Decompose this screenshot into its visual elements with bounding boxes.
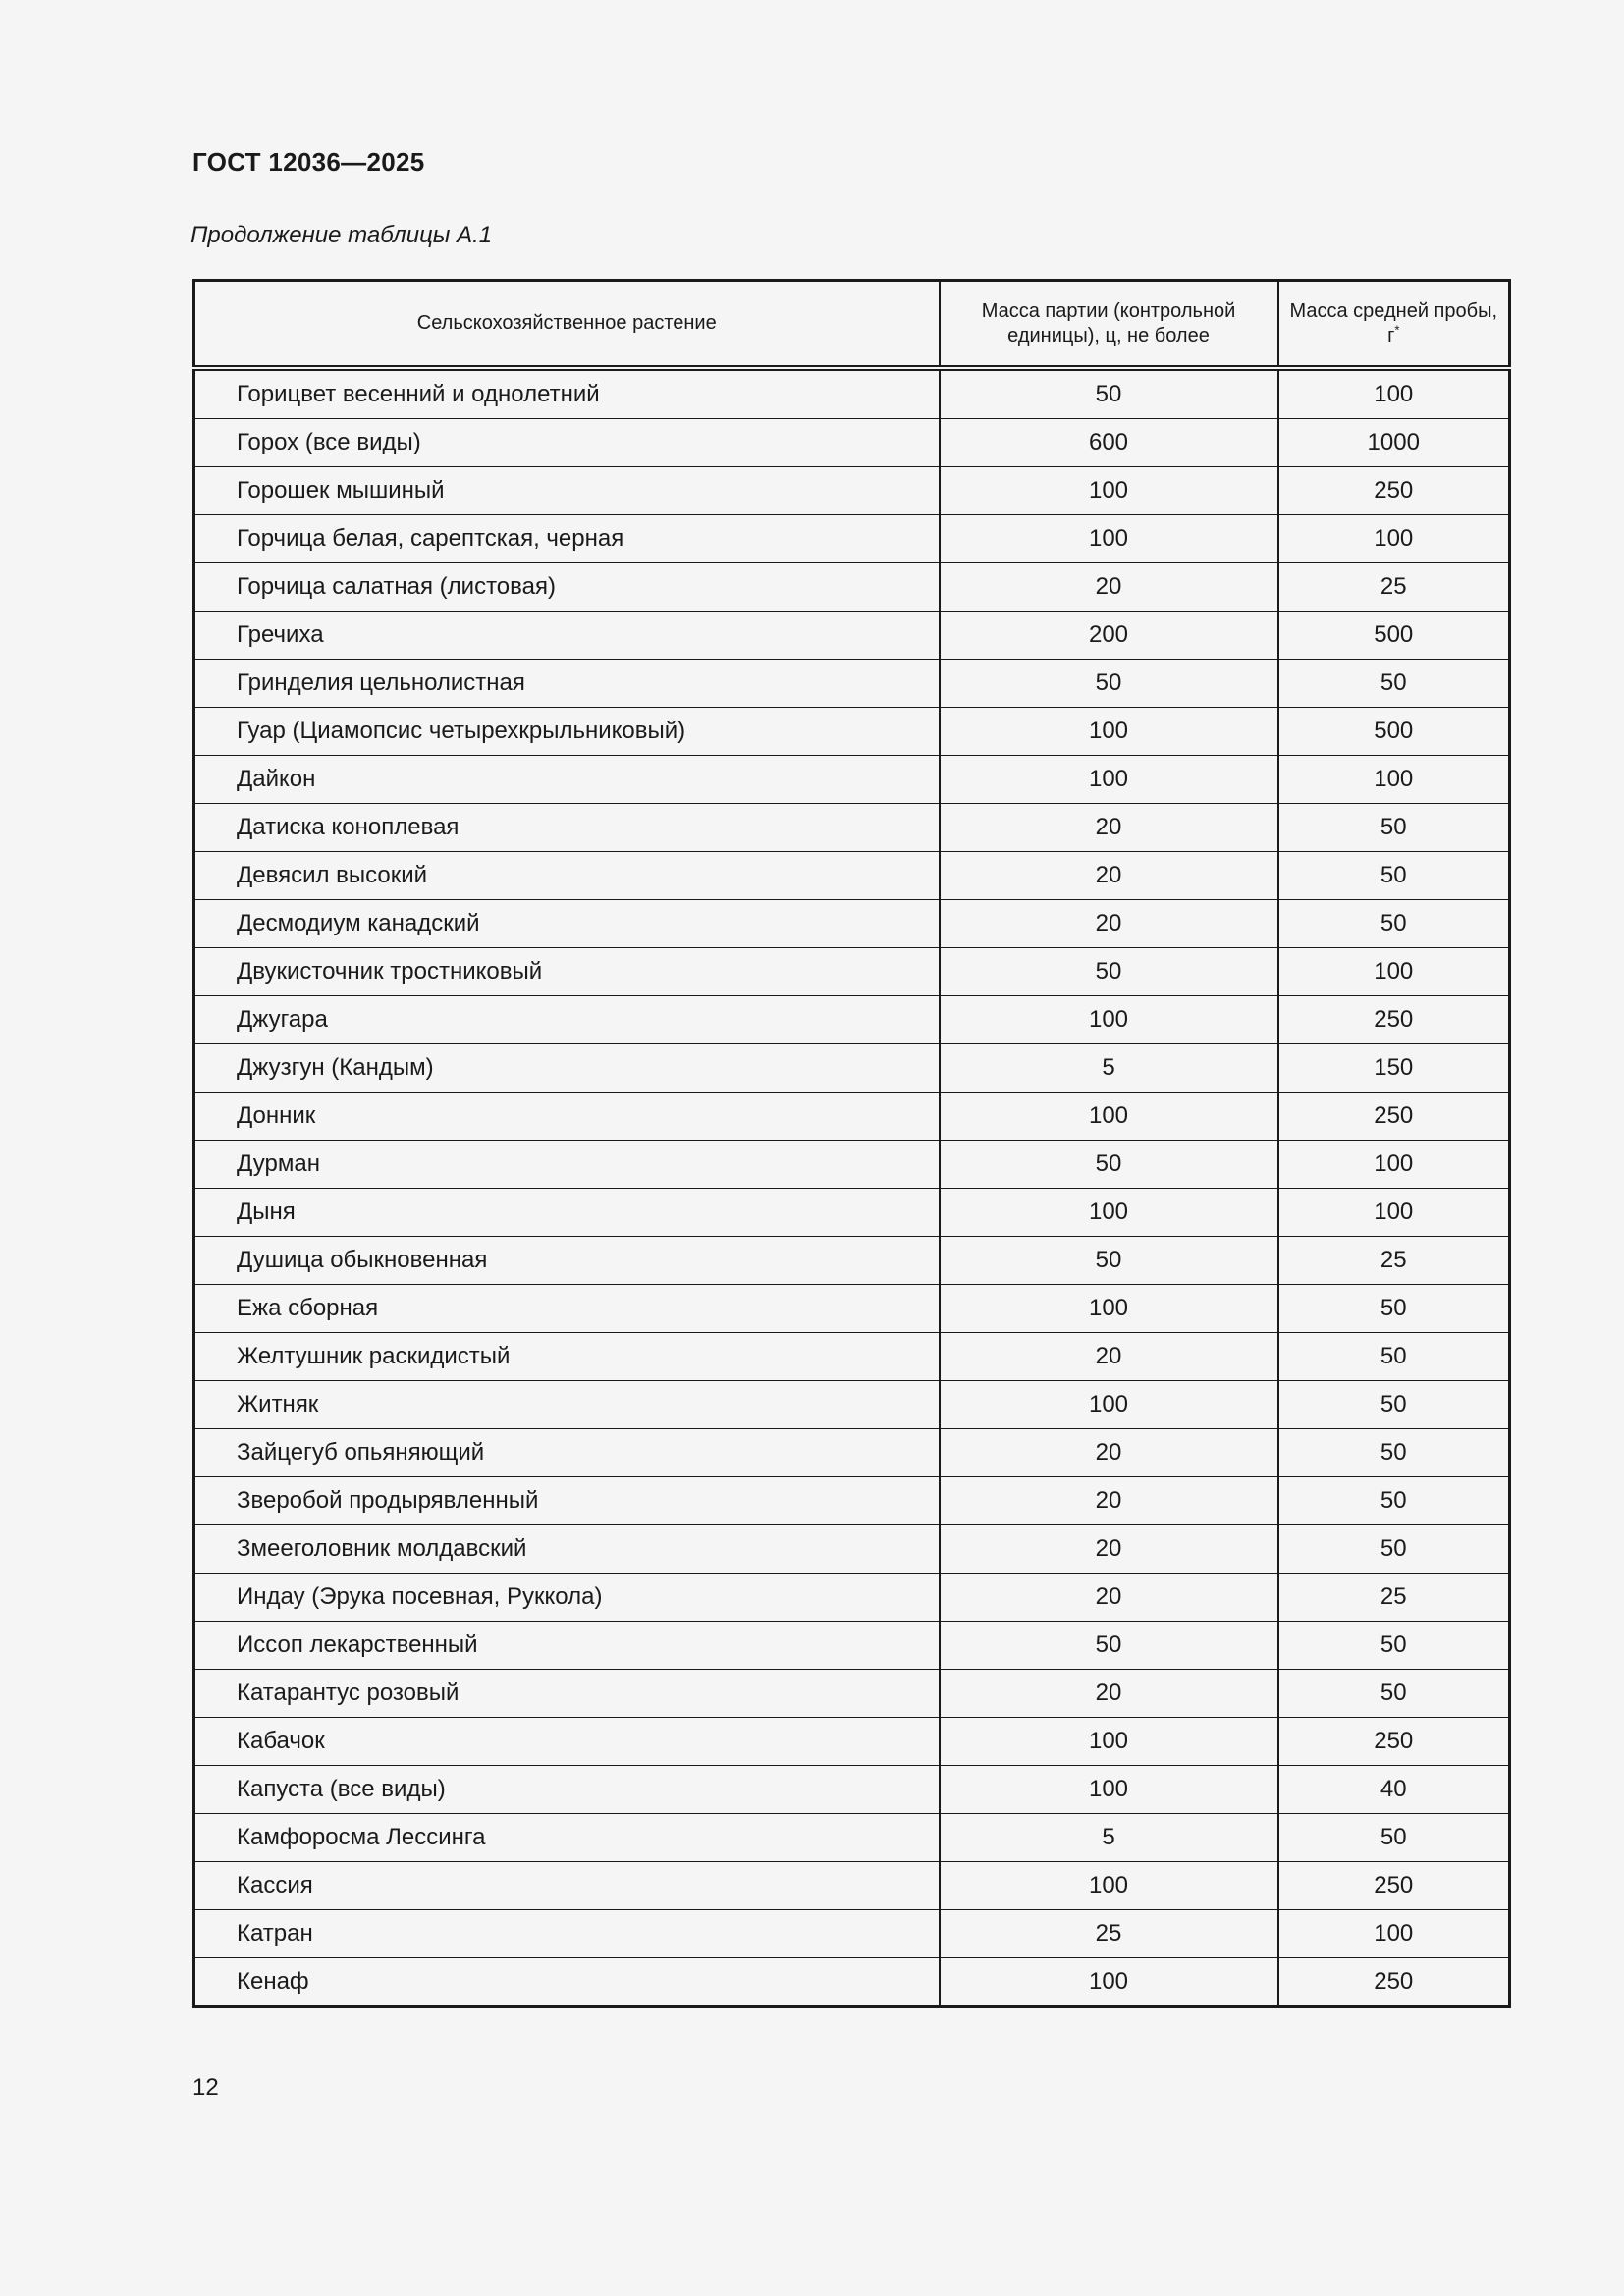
- lot-mass-cell: 100: [940, 1718, 1278, 1766]
- plant-name-cell: Двукисточник тростниковый: [194, 948, 940, 996]
- lot-mass-cell: 50: [940, 948, 1278, 996]
- table-row: [194, 1958, 1510, 2007]
- sample-mass-cell: 250: [1278, 1862, 1510, 1910]
- lot-mass-cell: 50: [940, 368, 1278, 419]
- sample-mass-cell: 50: [1278, 1285, 1510, 1333]
- table-row: [194, 419, 1510, 467]
- lot-mass-cell: 100: [940, 1862, 1278, 1910]
- plant-name-cell: Горицвет весенний и однолетний: [194, 368, 940, 419]
- plant-name-cell: Кабачок: [194, 1718, 940, 1766]
- plant-name-cell: Гуар (Циамопсис четырехкрыльниковый): [194, 708, 940, 756]
- lot-mass-cell: 20: [940, 1525, 1278, 1574]
- table-row: [194, 852, 1510, 900]
- sample-mass-cell: 50: [1278, 1429, 1510, 1477]
- page-number: 12: [192, 2074, 219, 2101]
- plant-name-cell: Кенаф: [194, 1958, 940, 2007]
- plant-name-cell: Катарантус розовый: [194, 1670, 940, 1718]
- lot-mass-cell: 100: [940, 708, 1278, 756]
- lot-mass-cell: 100: [940, 756, 1278, 804]
- table-row: [194, 948, 1510, 996]
- lot-mass-cell: 25: [940, 1910, 1278, 1958]
- sample-mass-cell: 40: [1278, 1766, 1510, 1814]
- table-header-row: [194, 281, 1510, 369]
- column-header-sample-mass: Масса средней пробы, г*: [1278, 281, 1510, 369]
- sample-mass-cell: 250: [1278, 996, 1510, 1044]
- plant-name-cell: Дурман: [194, 1141, 940, 1189]
- lot-mass-cell: 100: [940, 1285, 1278, 1333]
- table-row: [194, 1381, 1510, 1429]
- sample-mass-cell: 150: [1278, 1044, 1510, 1093]
- sample-mass-cell: 250: [1278, 1958, 1510, 2007]
- plant-name-cell: Зверобой продырявленный: [194, 1477, 940, 1525]
- sample-mass-cell: 50: [1278, 1477, 1510, 1525]
- plant-name-cell: Горох (все виды): [194, 419, 940, 467]
- sample-mass-cell: 50: [1278, 804, 1510, 852]
- sample-mass-cell: 1000: [1278, 419, 1510, 467]
- plant-name-cell: Житняк: [194, 1381, 940, 1429]
- plant-name-cell: Датиска коноплевая: [194, 804, 940, 852]
- table-row: [194, 1670, 1510, 1718]
- sample-mass-cell: 100: [1278, 1189, 1510, 1237]
- footnote-mark: *: [1394, 321, 1400, 337]
- sample-mass-cell: 250: [1278, 467, 1510, 515]
- table-row: [194, 368, 1510, 419]
- sample-mass-cell: 50: [1278, 1381, 1510, 1429]
- lot-mass-cell: 20: [940, 1574, 1278, 1622]
- sample-mass-cell: 25: [1278, 1237, 1510, 1285]
- lot-mass-cell: 50: [940, 1622, 1278, 1670]
- sample-mass-cell: 100: [1278, 1141, 1510, 1189]
- lot-mass-cell: 5: [940, 1044, 1278, 1093]
- lot-mass-cell: 20: [940, 1670, 1278, 1718]
- sample-mass-cell: 25: [1278, 1574, 1510, 1622]
- document-code: ГОСТ 12036—2025: [192, 147, 425, 177]
- table-row: [194, 612, 1510, 660]
- sample-mass-cell: 250: [1278, 1718, 1510, 1766]
- plant-name-cell: Горчица белая, сарептская, черная: [194, 515, 940, 563]
- plant-name-cell: Катран: [194, 1910, 940, 1958]
- sample-mass-cell: 25: [1278, 563, 1510, 612]
- plant-name-cell: Гринделия цельнолистная: [194, 660, 940, 708]
- sample-mass-cell: 100: [1278, 368, 1510, 419]
- lot-mass-cell: 20: [940, 852, 1278, 900]
- plant-name-cell: Иссоп лекарственный: [194, 1622, 940, 1670]
- table-row: [194, 756, 1510, 804]
- lot-mass-cell: 200: [940, 612, 1278, 660]
- lot-mass-cell: 100: [940, 1093, 1278, 1141]
- table-row: [194, 1285, 1510, 1333]
- table-row: [194, 1910, 1510, 1958]
- lot-mass-cell: 20: [940, 804, 1278, 852]
- table-row: [194, 1718, 1510, 1766]
- table-row: [194, 900, 1510, 948]
- sample-mass-cell: 50: [1278, 1525, 1510, 1574]
- plant-name-cell: Капуста (все виды): [194, 1766, 940, 1814]
- plant-name-cell: Ежа сборная: [194, 1285, 940, 1333]
- plant-name-cell: Донник: [194, 1093, 940, 1141]
- lot-mass-cell: 20: [940, 1477, 1278, 1525]
- sample-mass-cell: 100: [1278, 756, 1510, 804]
- table-row: [194, 660, 1510, 708]
- table-row: [194, 708, 1510, 756]
- lot-mass-cell: 100: [940, 1958, 1278, 2007]
- plant-name-cell: Дайкон: [194, 756, 940, 804]
- sample-mass-cell: 50: [1278, 1333, 1510, 1381]
- column-header-lot-mass: Масса партии (контрольной единицы), ц, не более: [940, 281, 1278, 369]
- plant-name-cell: Дыня: [194, 1189, 940, 1237]
- lot-mass-cell: 5: [940, 1814, 1278, 1862]
- table-body: [194, 368, 1510, 2007]
- table-row: [194, 1141, 1510, 1189]
- table-row: [194, 1093, 1510, 1141]
- table-row: [194, 996, 1510, 1044]
- plant-name-cell: Кассия: [194, 1862, 940, 1910]
- table-row: [194, 1622, 1510, 1670]
- column-header-plant: Сельскохозяйственное растение: [194, 281, 940, 369]
- sample-mass-cell: 100: [1278, 515, 1510, 563]
- plant-name-cell: Джугара: [194, 996, 940, 1044]
- table-row: [194, 1477, 1510, 1525]
- plant-name-cell: Камфоросма Лессинга: [194, 1814, 940, 1862]
- sample-mass-cell: 50: [1278, 1670, 1510, 1718]
- lot-mass-cell: 100: [940, 467, 1278, 515]
- lot-mass-cell: 20: [940, 1333, 1278, 1381]
- lot-mass-cell: 20: [940, 1429, 1278, 1477]
- data-table: [192, 279, 1511, 2008]
- lot-mass-cell: 20: [940, 563, 1278, 612]
- table-row: [194, 804, 1510, 852]
- plant-name-cell: Индау (Эрука посевная, Руккола): [194, 1574, 940, 1622]
- lot-mass-cell: 50: [940, 1237, 1278, 1285]
- table-row: [194, 1237, 1510, 1285]
- table-row: [194, 1814, 1510, 1862]
- sample-mass-cell: 250: [1278, 1093, 1510, 1141]
- lot-mass-cell: 100: [940, 515, 1278, 563]
- plant-name-cell: Душица обыкновенная: [194, 1237, 940, 1285]
- plant-name-cell: Джузгун (Кандым): [194, 1044, 940, 1093]
- plant-name-cell: Девясил высокий: [194, 852, 940, 900]
- lot-mass-cell: 20: [940, 900, 1278, 948]
- plant-name-cell: Десмодиум канадский: [194, 900, 940, 948]
- table-row: [194, 1862, 1510, 1910]
- plant-name-cell: Горчица салатная (листовая): [194, 563, 940, 612]
- lot-mass-cell: 100: [940, 996, 1278, 1044]
- sample-mass-cell: 500: [1278, 612, 1510, 660]
- lot-mass-cell: 600: [940, 419, 1278, 467]
- plant-name-cell: Желтушник раскидистый: [194, 1333, 940, 1381]
- plant-name-cell: Горошек мышиный: [194, 467, 940, 515]
- table-row: [194, 515, 1510, 563]
- sample-mass-cell: 50: [1278, 1814, 1510, 1862]
- sample-mass-cell: 50: [1278, 852, 1510, 900]
- table-row: [194, 1333, 1510, 1381]
- sample-mass-cell: 50: [1278, 1622, 1510, 1670]
- lot-mass-cell: 50: [940, 660, 1278, 708]
- table-row: [194, 1044, 1510, 1093]
- table-row: [194, 1429, 1510, 1477]
- sample-mass-cell: 100: [1278, 948, 1510, 996]
- table-row: [194, 1525, 1510, 1574]
- table-row: [194, 563, 1510, 612]
- plant-name-cell: Гречиха: [194, 612, 940, 660]
- table-row: [194, 467, 1510, 515]
- table-row: [194, 1189, 1510, 1237]
- table-caption: Продолжение таблицы А.1: [190, 222, 493, 248]
- lot-mass-cell: 100: [940, 1189, 1278, 1237]
- sample-mass-cell: 50: [1278, 900, 1510, 948]
- lot-mass-cell: 50: [940, 1141, 1278, 1189]
- plant-name-cell: Змееголовник молдавский: [194, 1525, 940, 1574]
- sample-mass-cell: 100: [1278, 1910, 1510, 1958]
- sample-mass-cell: 500: [1278, 708, 1510, 756]
- sample-mass-cell: 50: [1278, 660, 1510, 708]
- lot-mass-cell: 100: [940, 1766, 1278, 1814]
- plant-name-cell: Зайцегуб опьяняющий: [194, 1429, 940, 1477]
- lot-mass-cell: 100: [940, 1381, 1278, 1429]
- table-row: [194, 1574, 1510, 1622]
- table-row: [194, 1766, 1510, 1814]
